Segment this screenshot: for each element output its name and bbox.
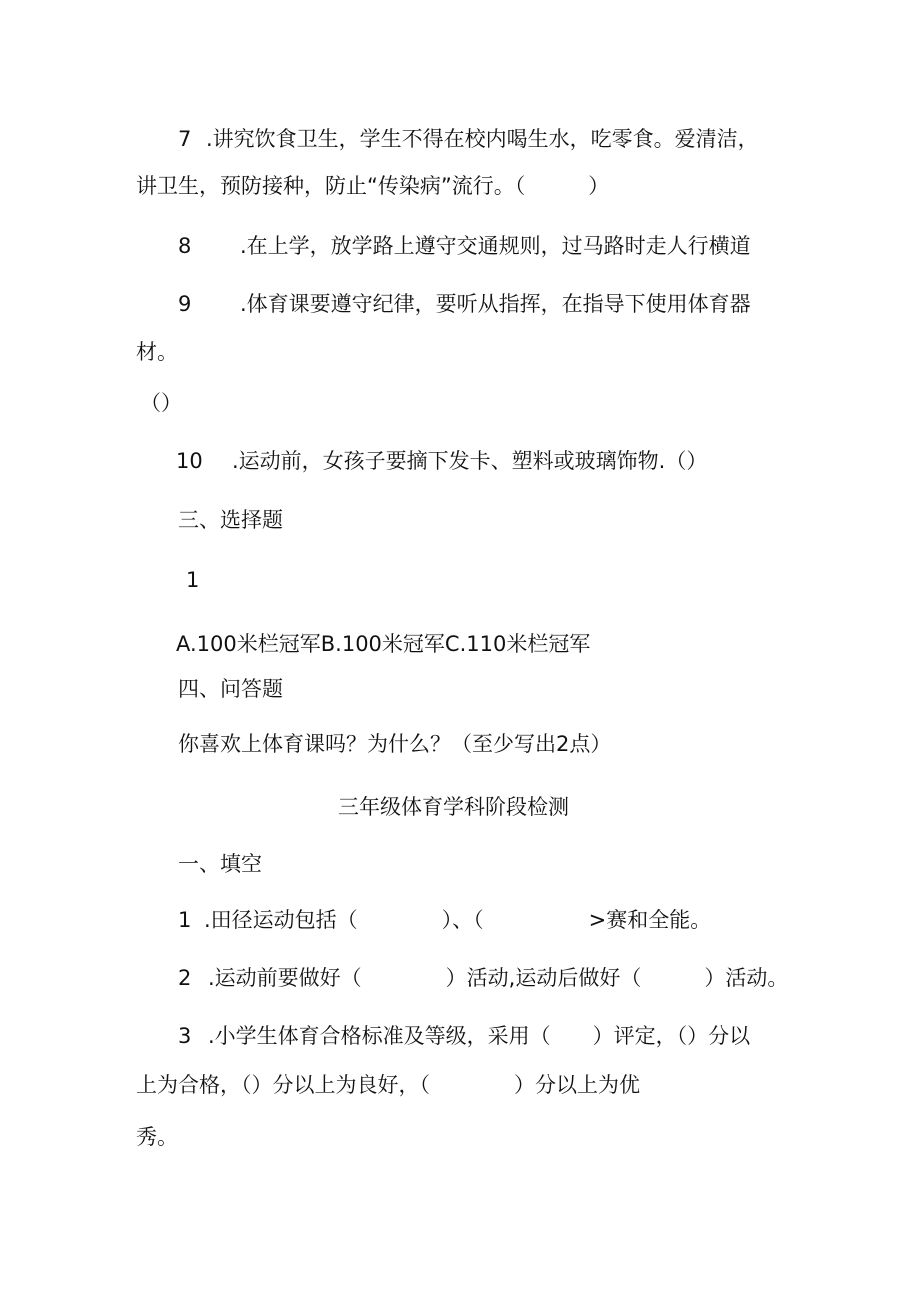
item-9-line2: 材。: [136, 340, 178, 364]
fill-item-2: [178, 963, 788, 993]
section-3-heading: 三、选择题: [178, 508, 283, 532]
item-text: .田径运动包括（ ）、（ >赛和全能。: [204, 908, 712, 932]
fill-item-1: [178, 905, 711, 935]
item-text: .小学生体育合格标准及等级，采用（ ）评定，（）分以: [208, 1024, 751, 1048]
item-7-line2: 讲卫生，预防接种，防止“传染病”流行。（ ）: [136, 174, 610, 198]
section-4-heading: 四、问答题: [178, 677, 283, 701]
item-7-line1: [178, 124, 759, 154]
test-title: 三年级体育学科阶段检测: [338, 795, 569, 819]
item-text: .体育课要遵守纪律，要听从指挥，在指导下使用体育器: [240, 292, 751, 316]
item-8: [178, 231, 751, 261]
item-9-blank: （）: [140, 391, 182, 415]
item-number: 3: [178, 1024, 192, 1048]
fill-item-3-line1: [178, 1021, 750, 1051]
item-text: .讲究饮食卫生，学生不得在校内喝生水，吃零食。爱清洁，: [206, 127, 759, 151]
section-1-heading: 一、填空: [178, 852, 262, 876]
item-number: 10: [176, 449, 203, 473]
item-9-line1: [178, 289, 751, 319]
item-number: 8: [178, 234, 192, 258]
item-number: 9: [178, 292, 192, 316]
item-number: 2: [178, 966, 192, 990]
choice-question-number: 1: [186, 568, 200, 592]
choice-options: A.100米栏冠军B.100米冠军C.110米栏冠军: [176, 632, 591, 656]
item-text: .在上学，放学路上遵守交通规则，过马路时走人行横道: [240, 234, 751, 258]
item-text: .运动前，女孩子要摘下发卡、塑料或玻璃饰物.（）: [232, 449, 708, 473]
essay-question: 你喜欢上体育课吗？为什么？（至少写出2点）: [178, 732, 612, 756]
fill-item-3-line3: 秀。: [136, 1125, 178, 1149]
item-number: 7: [178, 127, 192, 151]
item-10: [176, 446, 707, 476]
item-text: .运动前要做好（ ）活动,运动后做好（ ）活动。: [208, 966, 789, 990]
item-number: 1: [178, 908, 192, 932]
fill-item-3-line2: 上为合格，（）分以上为良好，（ ）分以上为优: [136, 1073, 640, 1097]
